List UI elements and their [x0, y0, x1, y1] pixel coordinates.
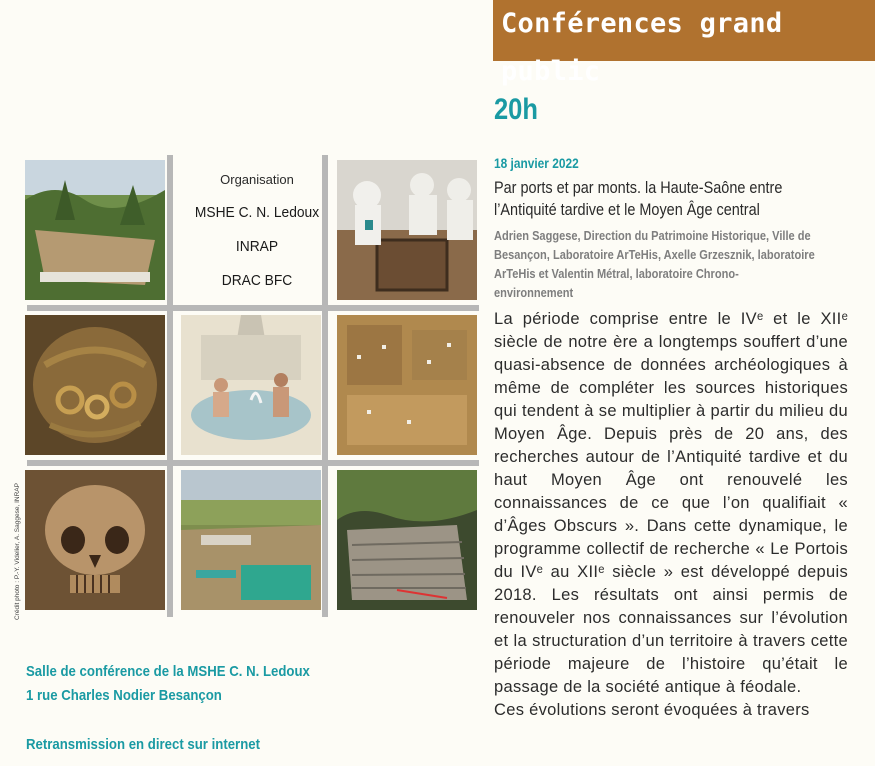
photo-grid: [17, 155, 479, 625]
photo-excavation-team: [337, 160, 477, 300]
venue-block: [26, 660, 310, 708]
talk-description: [494, 308, 848, 722]
photo-credit: Crédit photo : P.-Y. Videlier, A. Saggese, INRAP: [14, 483, 21, 620]
event-date: 18 janvier 2022: [494, 155, 579, 171]
livestream-note: Retransmission en direct sur internet: [26, 736, 260, 753]
photo-aerial-site: [181, 470, 321, 610]
organisation-block: [177, 160, 337, 300]
venue-name: Salle de conférence de la MSHE C. N. Ledoux: [26, 663, 310, 680]
photo-skull: [25, 470, 165, 610]
description-paragraph: La période comprise entre le IVᵉ et le XIIᵉ siècle de notre ère a longtemps souffert d’une quasi-absence de données archéologiques à même de compléter les sources historiques qui tendent à se multiplier à partir du milieu du Moyen Âge. Depuis près de 20 ans, des recherches autour de l’Antiquité tardive et du haut Moyen Âge ont renouvelé les connaissances de ce que l’on qualifiait « d’Âges Obscurs ». Dans cette dynamique, le programme collectif de recherche « Le Portois du IVᵉ au XIIᵉ siècle » est développé depuis 2018. Les résultats ont ainsi permis de renouveler nos connaissances sur l’évolution et la structuration d’un territoire à travers cette période majeure de l’histoire qu’était le passage de la société antique à féodale.: [494, 310, 848, 696]
grid-divider: [27, 460, 479, 466]
organiser-name: DRAC BFC: [221, 272, 293, 289]
grid-divider: [167, 155, 173, 617]
organiser-name: MSHE C. N. Ledoux: [194, 204, 320, 221]
event-time: 20h: [494, 93, 538, 126]
grid-divider: [27, 305, 479, 311]
photo-bath-illustration: [181, 315, 321, 455]
photo-hillside-excavation: [25, 160, 165, 300]
photo-bronze-artifacts: [25, 315, 165, 455]
description-paragraph: Ces évolutions seront évoquées à travers: [494, 701, 810, 719]
organisation-label: Organisation: [220, 172, 294, 187]
photo-trench-wall: [337, 315, 477, 455]
talk-title: Par ports et par monts. la Haute-Saône entre l’Antiquité tardive et le Moyen Âge central: [494, 178, 783, 219]
photo-stone-wall: [337, 470, 477, 610]
organiser-name: INRAP: [235, 238, 279, 255]
talk-speakers: Adrien Saggese, Direction du Patrimoine Historique, Ville de Besançon, Laboratoire ArTeHis, Axelle Grzesznik, laboratoire ArTeHis et Valentin Métral, laboratoire Chrono-environnement: [494, 228, 815, 300]
section-banner: Conférences grand public: [493, 0, 875, 61]
venue-address: 1 rue Charles Nodier Besançon: [26, 687, 222, 704]
